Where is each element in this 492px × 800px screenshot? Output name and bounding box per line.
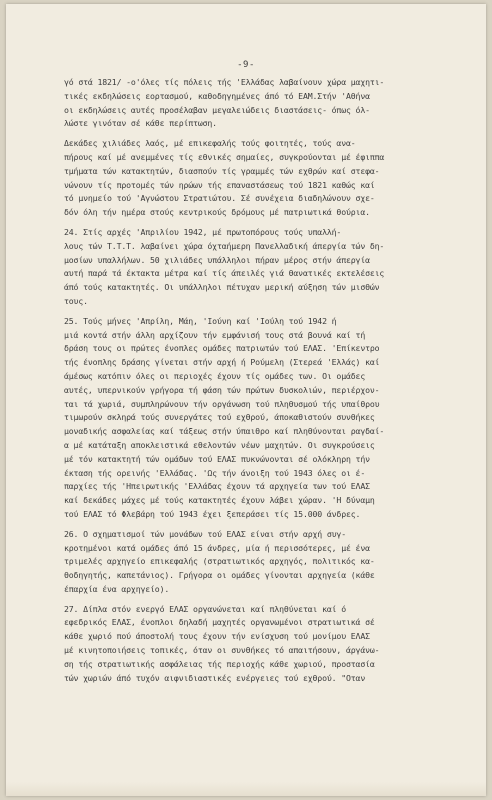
text-line: 25. Τούς μήνες 'Απρίλη, Μάη, 'Ιούνη καί 'Ιούλη τού 1942 ή — [64, 315, 337, 326]
text-line: έκταση τής ορεινής 'Ελλάδας. 'Ως τήν άνοιξη τού 1943 όλες οι έ- — [64, 467, 366, 478]
text-line: 27. Δίπλα στόν ενεργό ΕΛΑΣ οργανώνεται καί πληθύνεται καί ό — [64, 603, 346, 614]
text-line: τιμωρούν σκληρά τούς συνεργάτες τού εχθρού, άποκαθιστούν συνθήκες — [64, 412, 375, 423]
text-line: τμήματα τών κατακτητών, διασπούν τίς γραμμές τών εχθρών καί στεφα- — [64, 165, 380, 176]
paragraph — [64, 137, 470, 220]
text-line: κροτημένοι κατά ομάδες άπό 15 άνδρες, μία ή περισσότερες, μέ ένα — [64, 542, 370, 553]
text-line: αυτές, υπερνικούν γρήγορα τή φάση τών πρώτων δυσκολιών, περιέρχον- — [64, 384, 380, 395]
text-line: μιά κοντά στήν άλλη αρχίζουν τήν εμφάνισή τους στά βουνά καί τή — [64, 329, 366, 340]
text-line: Δεκάδες χιλιάδες λαός, μέ επικεφαλής τούς φοιτητές, τούς ανα- — [64, 138, 356, 149]
text-line: τριμελές αρχηγείο επικεφαλής (στρατιωτικός αρχηγός, πολιτικός κα- — [64, 556, 375, 567]
text-line: τών χωριών άπό τυχόν αιφνιδιαστικές ενέργειες τού εχθρού. "Οταν — [64, 672, 366, 683]
text-line: άπό τούς κατακτητές. Οι υπάλληλοι πέτυχαν μερική αύξηση τών μισθών — [64, 282, 380, 293]
text-line: δράση τους οι πρώτες ένοπλες ομάδες πατριωτών τού ΕΛΑΣ. 'Επίκεντρο — [64, 343, 380, 354]
document-page — [6, 4, 486, 796]
text-line: εφεδρικός ΕΛΑΣ, ένοπλοι δηλαδή μαχητές οργανωμένοι στρατιωτικά σέ — [64, 617, 375, 628]
text-line: λώστε γινόταν σέ κάθε περίπτωση. — [64, 118, 217, 129]
text-line: τό μνημείο τού 'Αγνώστου Στρατιώτου. Σέ συνέχεια διαδηλώνουν σχε- — [64, 193, 375, 204]
paragraph — [64, 528, 470, 597]
paragraph — [64, 226, 470, 309]
text-line: τού ΕΛΑΣ τό Φλεβάρη τού 1943 έχει ξεπεράσει τίς 15.000 άνδρες. — [64, 508, 361, 519]
text-line: άμέσως κατόπιν όλες οι περιοχές έχουν τίς ομάδες των. Οι ομάδες — [64, 370, 366, 381]
paragraph — [64, 315, 470, 522]
text-line: έπαρχία ένα αρχηγείο). — [64, 583, 170, 594]
text-line: μέ κινητοποιήσεις τοπικές, όταν οι συνθήκες τό απαιτήσουν, άργάνω- — [64, 645, 380, 656]
page-number: -9- — [237, 60, 255, 70]
text-line: 24. Στίς αρχές 'Απριλίου 1942, μέ πρωτοπόρους τούς υπαλλή- — [64, 226, 342, 237]
text-line: πήρους καί μέ ανεμμένες τίς εθνικές σημαίες, συγκρούονται μέ έφιππα — [64, 151, 385, 162]
text-line: τους. — [64, 295, 88, 306]
text-line: αυτή παρά τά έκτακτα μέτρα καί τίς άπειλές γιά θανατικές εκτελέσεις — [64, 268, 385, 279]
document-body — [64, 76, 470, 685]
text-line: ση τής στρατιωτικής ασφάλειας τής περιοχής κάθε χωριού, προστασία — [64, 658, 375, 669]
text-line: νώνουν τίς προτομές τών ηρώων τής επαναστάσεως τού 1821 καθώς καί — [64, 179, 375, 190]
text-line: τικές εκδηλώσεις εορτασμού, καθοδηγημένες άπό τό ΕΑΜ.Στήν 'Αθήνα — [64, 90, 370, 101]
text-line: θοδηγητής, καπετάνιος). Γρήγορα οι ομάδες γίνονται αρχηγεία (κάθε — [64, 570, 375, 581]
page-bottom-edge — [6, 782, 486, 796]
text-line: μέ τόν κατακτητή τών ομάδων τού ΕΛΑΣ πυκνώνονται σέ ολόκληρη τήν — [64, 453, 370, 464]
text-line: 26. Ο σχηματισμοί τών μονάδων τού ΕΛΑΣ είναι στήν αρχή συγ- — [64, 528, 346, 539]
text-line: μοναδικής ασφαλείας καί τάξεως στήν ύπαιθρο καί πληθύνονται ραγδαί- — [64, 426, 385, 437]
text-line: παρχίες τής 'Ηπειρωτικής 'Ελλάδας έχουν τά αρχηγεία των τού ΕΛΑΣ — [64, 481, 370, 492]
text-line: κάθε χωριό πού άποστολή τους έχουν τήν ενίσχυση τού μονίμου ΕΛΑΣ — [64, 631, 370, 642]
text-line: ται τά χωριά, συμπληρώνουν τήν οργάνωση τού πληθυσμού τής υπαίθρου — [64, 398, 380, 409]
text-line: λους τών Τ.Τ.Τ. λαβαίνει χώρα όχταήμερη Πανελλαδική άπεργία τών δη- — [64, 240, 385, 251]
text-line: οι εκδηλώσεις αυτές προσέλαβαν μεγαλειώδεις διαστάσεις- όπως όλ- — [64, 104, 370, 115]
text-line: α μέ κατάταξη αποκλειστικά εθελοντών νέων μαχητών. Οι συγκρούσεις — [64, 439, 375, 450]
text-line: τής ένοπλης δράσης γίνεται στήν αρχή ή Ρούμελη (Στερεά 'Ελλάς) καί — [64, 357, 380, 368]
paragraph — [64, 76, 470, 131]
paragraph — [64, 603, 470, 686]
text-line: μοσίων υπαλλήλων. 50 χιλιάδες υπάλληλοι πήραν μέρος στήν άπεργία — [64, 254, 370, 265]
text-line: δόν όλη τήν ημέρα στούς κεντρικούς δρόμους μέ πατριωτικά θούρια. — [64, 207, 370, 218]
text-line: γό στά 1821/ -ο'όλες τίς πόλεις τής 'Ελλάδας λαβαίνουν χώρα μαχητι- — [64, 77, 385, 87]
text-line: καί δεκάδες μάχες μέ τούς κατακτητές έχουν λάβει χώραν. 'Η δύναμη — [64, 495, 375, 506]
